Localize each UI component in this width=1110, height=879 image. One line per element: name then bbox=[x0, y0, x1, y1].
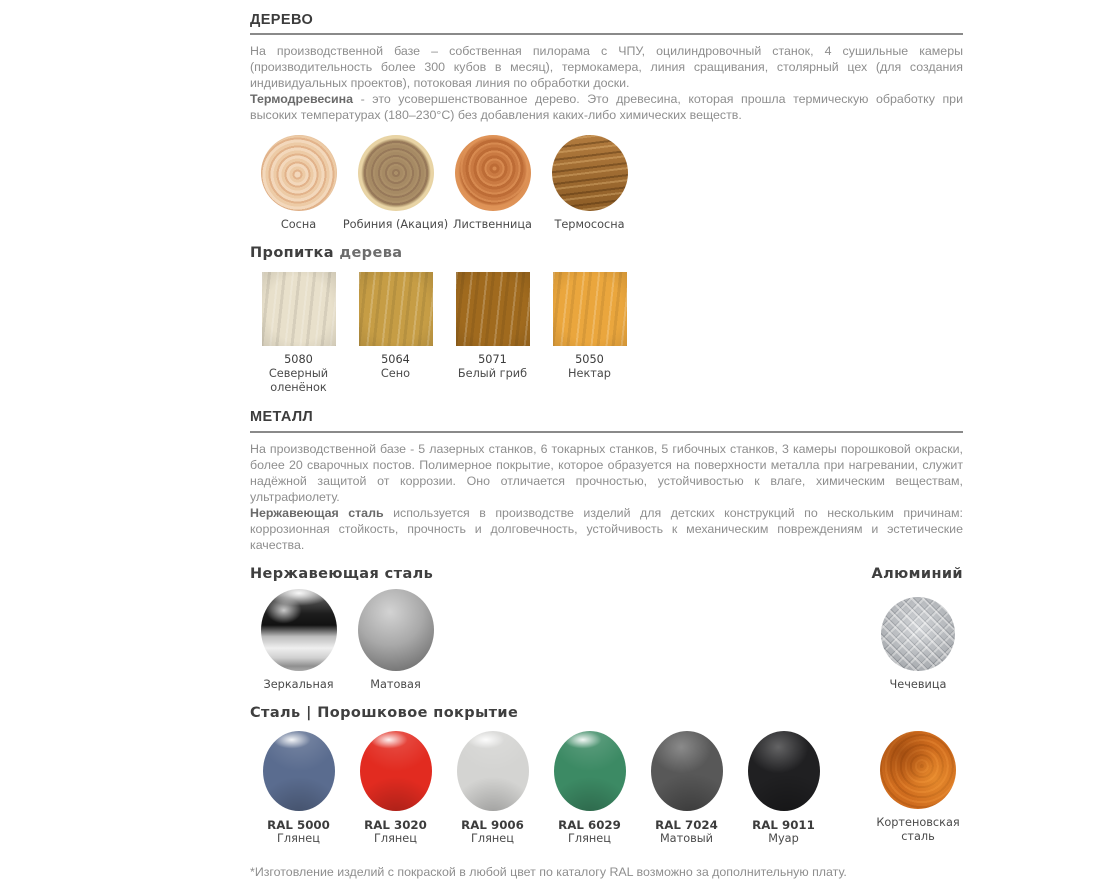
corten-name: Кортеновская сталь bbox=[876, 816, 960, 844]
impregnation-title-rest: дерева bbox=[333, 245, 403, 262]
powder-coating-title: Сталь | Порошковое покрытие bbox=[250, 705, 519, 722]
wood-swatch-thermopine bbox=[541, 135, 638, 232]
ral-finish: Глянец bbox=[374, 832, 417, 846]
metal-section-rule bbox=[250, 431, 963, 433]
swatch-label bbox=[348, 353, 444, 381]
thermopine-grain-image bbox=[552, 135, 628, 211]
thermowood-term: Термодревесина bbox=[250, 92, 354, 107]
ral-swatch-9011 bbox=[735, 731, 832, 846]
stainless-aluminum-row bbox=[250, 589, 963, 692]
robinia-cross-section-image bbox=[358, 135, 434, 211]
ral-6029-sphere-image bbox=[554, 731, 626, 811]
ral-footnote: *Изготовление изделий с покраской в любой цвет по каталогу RAL возможно за дополнительную плату. bbox=[250, 865, 847, 879]
swatch-label: Термососна bbox=[554, 218, 625, 232]
metal-section-title: МЕТАЛЛ bbox=[250, 409, 314, 426]
impregnation-code: 5080 bbox=[284, 353, 313, 367]
swatch-label bbox=[870, 816, 966, 844]
swatch-label: Робиния (Акация) bbox=[342, 218, 449, 232]
stainless-swatch-mirror bbox=[250, 589, 347, 692]
wood-section-title: ДЕРЕВО bbox=[250, 12, 314, 28]
aluminum-title: Алюминий bbox=[871, 565, 963, 582]
impregnation-code: 5071 bbox=[478, 353, 507, 367]
stainless-swatch-matte bbox=[347, 589, 444, 692]
ral-7024-sphere-image bbox=[651, 731, 723, 811]
swatch-label bbox=[542, 353, 638, 381]
wood-section-rule bbox=[250, 33, 963, 35]
impregnation-swatch-5064 bbox=[347, 272, 444, 381]
swatch-label: Матовая bbox=[370, 678, 421, 692]
ral-3020-sphere-image bbox=[360, 731, 432, 811]
wood-paragraph-2 bbox=[250, 91, 963, 123]
larch-cross-section-image bbox=[455, 135, 531, 211]
wood-paragraph-1 bbox=[250, 43, 963, 91]
ral-swatch-7024 bbox=[638, 731, 735, 846]
ral-swatch-9006 bbox=[444, 731, 541, 846]
swatch-label bbox=[461, 818, 524, 846]
metal-paragraph-2-text: используется в производстве изделий для детских конструкций по нескольким причинам: коррозионная стойкость, прочность и долговечность, устойчивость к механическим повреждениям и эстетические качества. bbox=[250, 505, 964, 552]
checker-plate-image bbox=[881, 597, 955, 671]
swatch-label bbox=[655, 818, 718, 846]
swatch-label bbox=[558, 818, 621, 846]
metal-paragraph-2 bbox=[250, 505, 963, 553]
impregnation-row bbox=[250, 272, 963, 395]
ral-code: RAL 3020 bbox=[364, 818, 427, 833]
ral-swatch-6029 bbox=[541, 731, 638, 846]
impregnation-code: 5050 bbox=[575, 353, 604, 367]
metal-paragraph-1-text: На производственной базе - 5 лазерных станков, 6 токарных станков, 5 гибочных станков, 3 камеры порошковой окраски, более 20 сварочных постов. Полимерное покрытие, которое образуется на поверхности металла при нагревании, служит надёжной защитой от коррозии. Оно отличается прочностью, устойчивостью к влаге, химическим веществам, ультрафиолету. bbox=[250, 441, 963, 504]
impregnation-name: Нектар bbox=[568, 367, 611, 381]
swatch-label: Лиственница bbox=[453, 218, 532, 232]
ral-finish: Матовый bbox=[659, 832, 714, 846]
swatch-label bbox=[445, 353, 541, 381]
ral-code: RAL 7024 bbox=[655, 818, 718, 833]
stainless-swatches bbox=[250, 589, 444, 692]
powder-coating-row bbox=[250, 731, 963, 846]
wood-paragraph-1-text: На производственной базе – собственная пилорама с ЧПУ, оцилиндровочный станок, 4 сушильные камеры (производительность более 300 кубов в месяц), термокамера, линия сращивания, столярный цех (для создания индивидуальных проектов), потоковая линия по обработки доски. bbox=[250, 44, 963, 91]
impregnation-color-image bbox=[456, 272, 530, 346]
stainless-aluminum-header bbox=[250, 565, 963, 584]
ral-finish: Глянец bbox=[471, 832, 514, 846]
wood-swatch-robinia bbox=[342, 135, 449, 232]
swatch-label bbox=[752, 818, 815, 846]
ral-code: RAL 6029 bbox=[558, 818, 621, 833]
wood-species-row bbox=[250, 135, 963, 232]
stainless-title: Нержавеющая сталь bbox=[250, 565, 434, 582]
impregnation-name: Сено bbox=[380, 367, 411, 381]
impregnation-color-image bbox=[359, 272, 433, 346]
impregnation-name: Северный оленёнок bbox=[268, 367, 329, 395]
impregnation-swatch-5071 bbox=[444, 272, 541, 381]
ral-finish: Глянец bbox=[277, 832, 320, 846]
wood-swatch-pine bbox=[250, 135, 347, 232]
swatch-label: Зеркальная bbox=[263, 678, 334, 692]
ral-code: RAL 5000 bbox=[267, 818, 330, 833]
ral-9006-sphere-image bbox=[457, 731, 529, 811]
swatch-label bbox=[364, 818, 427, 846]
impregnation-title bbox=[250, 244, 963, 263]
ral-finish: Муар bbox=[768, 832, 799, 846]
swatch-label bbox=[267, 818, 330, 846]
ral-5000-sphere-image bbox=[263, 731, 335, 811]
impregnation-color-image bbox=[262, 272, 336, 346]
mirror-steel-sphere-image bbox=[261, 589, 337, 671]
swatch-label bbox=[251, 353, 347, 395]
ral-swatch-3020 bbox=[347, 731, 444, 846]
impregnation-name: Белый гриб bbox=[457, 367, 528, 381]
impregnation-swatch-5050 bbox=[541, 272, 638, 381]
wood-swatch-larch bbox=[444, 135, 541, 232]
impregnation-code: 5064 bbox=[381, 353, 410, 367]
impregnation-title-bold: Пропитка bbox=[250, 245, 334, 262]
ral-finish: Глянец bbox=[568, 832, 611, 846]
ral-code: RAL 9011 bbox=[752, 818, 815, 833]
ral-swatch-5000 bbox=[250, 731, 347, 846]
ral-code: RAL 9006 bbox=[461, 818, 524, 833]
swatch-label: Сосна bbox=[280, 218, 317, 232]
wood-paragraph-2-text: - это усовершенствованное дерево. Это древесина, которая прошла термическую обработку при высоких температурах (180–230°С) без добавления каких-либо химических веществ. bbox=[250, 92, 963, 123]
stainless-term: Нержавеющая сталь bbox=[250, 505, 384, 520]
aluminum-swatch-lentil bbox=[873, 597, 963, 692]
metal-paragraph-1 bbox=[250, 441, 963, 505]
corten-steel-swatch bbox=[873, 731, 963, 844]
corten-steel-image bbox=[880, 731, 956, 809]
matte-steel-sphere-image bbox=[358, 589, 434, 671]
pine-cross-section-image bbox=[261, 135, 337, 211]
impregnation-swatch-5080 bbox=[250, 272, 347, 395]
ral-9011-sphere-image bbox=[748, 731, 820, 811]
swatch-label: Чечевица bbox=[889, 678, 947, 692]
impregnation-color-image bbox=[553, 272, 627, 346]
